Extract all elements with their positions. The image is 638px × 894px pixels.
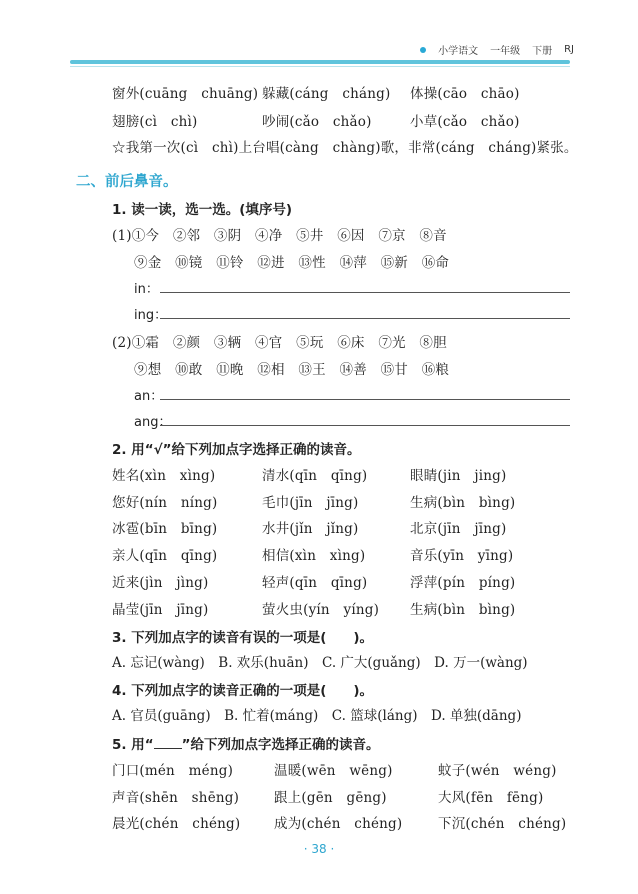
q1-group2-row2: ⑨想 ⑩敢 ⑪晚 ⑫相 ⑬王 ⑭善 ⑮甘 ⑯粮: [134, 362, 450, 378]
answer-label-ang: ang：: [134, 415, 172, 430]
page-number: · 38 ·: [303, 842, 335, 856]
q5-item[interactable]: 下沉(chén chéng): [438, 816, 567, 832]
underline-mark-icon: [154, 748, 182, 749]
q2-item[interactable]: 北京(jīn jīng): [410, 521, 507, 537]
top-item: 体操(cāo chāo): [410, 86, 520, 102]
q2-item[interactable]: 相信(xìn xìng): [262, 548, 366, 564]
q2-item[interactable]: 冰雹(bīn bīng): [112, 521, 218, 537]
top-item: 小草(cǎo chǎo): [410, 114, 520, 130]
question-3-title: 3. 下列加点字的读音有误的一项是( )。: [112, 630, 374, 646]
header-divider: [70, 66, 570, 67]
q2-item[interactable]: 毛巾(jīn jīng): [262, 495, 359, 511]
question-5-title: [112, 733, 379, 753]
header-grade: 一年级: [490, 46, 521, 57]
q2-item[interactable]: 浮萍(pín píng): [410, 575, 516, 591]
q2-item[interactable]: 眼睛(jin jing): [410, 468, 507, 484]
q5-item[interactable]: 蚊子(wén wéng): [438, 763, 557, 779]
q5-item[interactable]: 成为(chén chéng): [274, 816, 403, 832]
q5-title-pre: 5. 用“: [112, 737, 154, 753]
answer-line-in[interactable]: [160, 292, 570, 293]
q2-item[interactable]: 水井(jǐn jǐng): [262, 521, 359, 537]
answer-label-an: an：: [134, 389, 164, 404]
question-1-title: 1. 读一读，选一选。(填序号): [112, 202, 293, 218]
q5-item[interactable]: 门口(mén méng): [112, 763, 234, 779]
q2-item[interactable]: 姓名(xìn xìng): [112, 468, 216, 484]
q2-item[interactable]: 轻声(qīn qīng): [262, 575, 368, 591]
q2-item[interactable]: 清水(qīn qīng): [262, 468, 368, 484]
top-item: 躲藏(cáng cháng): [262, 86, 391, 102]
header-edition: RJ: [564, 44, 574, 55]
q2-item[interactable]: 生病(bìn bìng): [410, 495, 516, 511]
top-item: 吵闹(cǎo chǎo): [262, 114, 372, 130]
header-term: 下册: [532, 46, 553, 57]
q3-options[interactable]: A. 忘记(wàng) B. 欢乐(huān) C. 广大(guǎng) D. 万一(wàng): [112, 655, 528, 671]
q4-options[interactable]: A. 官员(guāng) B. 忙着(máng) C. 篮球(láng) D. 单独(dāng): [112, 708, 522, 724]
answer-label-ing: ing：: [134, 308, 168, 323]
header-bar: [70, 60, 570, 64]
section-title: 二、前后鼻音。: [76, 174, 178, 190]
q2-item[interactable]: 近来(jìn jìng): [112, 575, 209, 591]
header-dot-icon: [420, 47, 426, 53]
q5-item[interactable]: 跟上(gēn gēng): [274, 790, 387, 806]
top-item: 窗外(cuāng chuāng): [112, 86, 259, 102]
q2-item[interactable]: 音乐(yīn yīng): [410, 548, 514, 564]
question-2-title: 2. 用“√”给下列加点字选择正确的读音。: [112, 442, 361, 458]
answer-line-ing[interactable]: [160, 318, 570, 319]
answer-label-in: in：: [134, 282, 159, 297]
q5-item[interactable]: 声音(shēn shēng): [112, 790, 240, 806]
top-item: 翅膀(cì chì): [112, 114, 198, 130]
q2-item[interactable]: 生病(bìn bìng): [410, 602, 516, 618]
answer-line-an[interactable]: [160, 399, 570, 400]
q5-title-post: ”给下列加点字选择正确的读音。: [181, 737, 380, 753]
page-header: [420, 42, 574, 57]
header-subject: 小学语文: [438, 46, 479, 57]
q5-item[interactable]: 温暖(wēn wēng): [274, 763, 393, 779]
q1-group1-row2: ⑨金 ⑩镜 ⑪铃 ⑫进 ⑬性 ⑭萍 ⑮新 ⑯命: [134, 255, 450, 271]
q2-item[interactable]: 晶莹(jīn jīng): [112, 602, 209, 618]
q1-group2-row1: (2)①霜 ②颜 ③辆 ④官 ⑤玩 ⑥床 ⑦光 ⑧胆: [112, 335, 447, 351]
q5-item[interactable]: 大风(fēn fēng): [438, 790, 544, 806]
top-sentence: ☆我第一次(cì chì)上台唱(càng chàng)歌，非常(cáng cháng)紧张。: [112, 140, 578, 156]
answer-line-ang[interactable]: [160, 425, 570, 426]
question-4-title: 4. 下列加点字的读音正确的一项是( )。: [112, 683, 374, 699]
q1-group1-row1: (1)①今 ②邻 ③阴 ④净 ⑤井 ⑥因 ⑦京 ⑧音: [112, 228, 447, 244]
q2-item[interactable]: 您好(nín níng): [112, 495, 218, 511]
q2-item[interactable]: 萤火虫(yín yíng): [262, 602, 380, 618]
q5-item[interactable]: 晨光(chén chéng): [112, 816, 241, 832]
q2-item[interactable]: 亲人(qīn qīng): [112, 548, 218, 564]
